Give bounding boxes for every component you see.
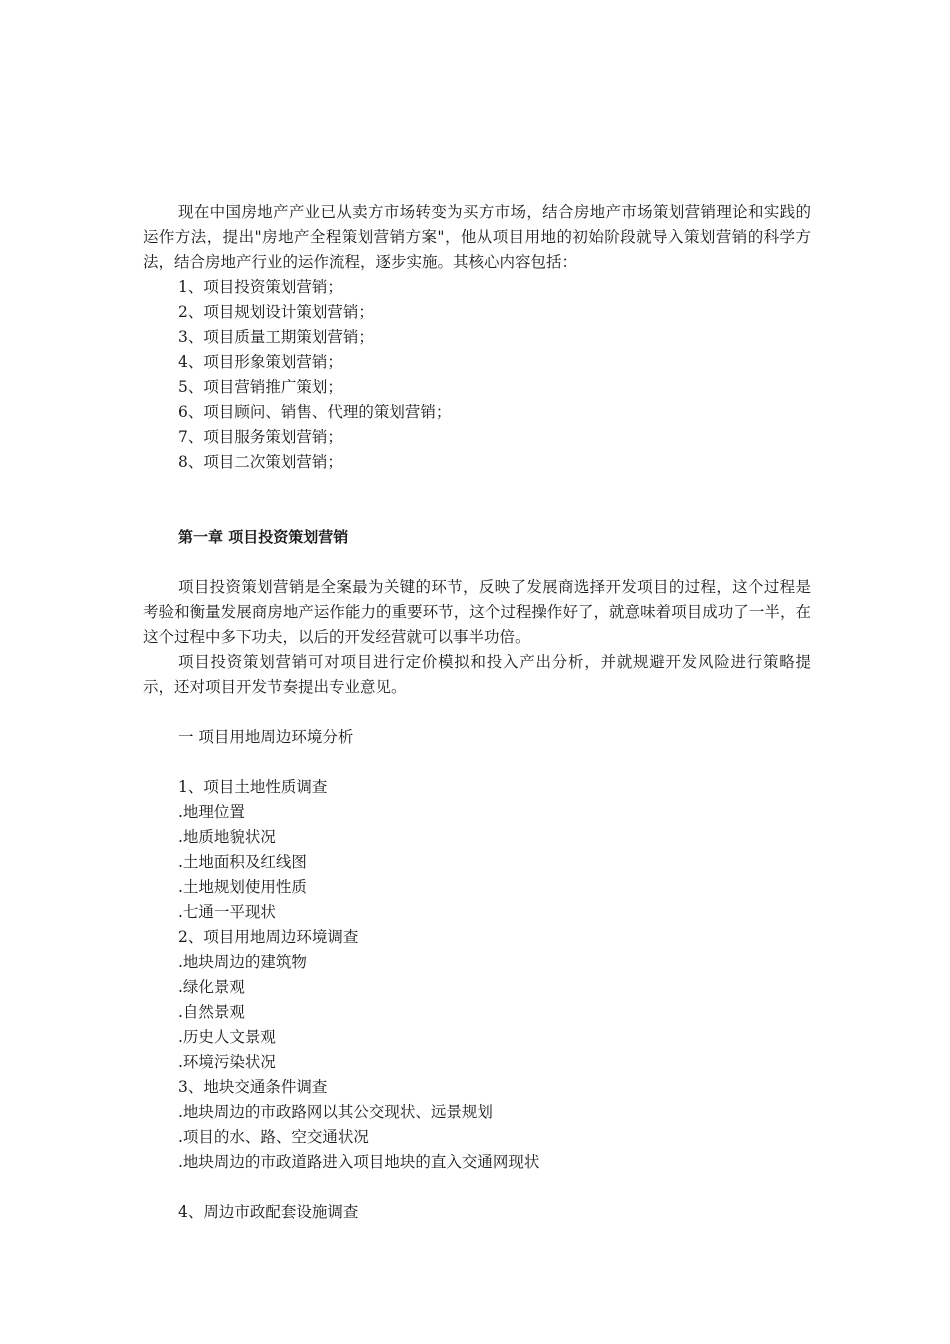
list-item: .自然景观 xyxy=(178,1003,245,1021)
intro-list xyxy=(143,275,811,475)
list-item: 3、项目质量工期策划营销； xyxy=(178,328,374,346)
list-item: .地质地貌状况 xyxy=(178,828,276,846)
list-item: .七通一平现状 xyxy=(178,903,276,921)
list-item: .地块周边的市政路网以其公交现状、远景规划 xyxy=(178,1103,493,1121)
chapter-paragraph-2: 项目投资策划营销可对项目进行定价模拟和投入产出分析，并就规避开发风险进行策略提示，还对项目开发节奏提出专业意见。 xyxy=(143,653,811,696)
list-item: .绿化景观 xyxy=(178,978,245,996)
list-item: 8、项目二次策划营销； xyxy=(178,453,343,471)
spacer xyxy=(143,475,811,525)
spacer xyxy=(143,1175,811,1200)
list-item: 2、项目规划设计策划营销； xyxy=(178,303,374,321)
list-item: 1、项目投资策划营销； xyxy=(178,278,343,296)
list-item: .地块周边的市政道路进入项目地块的直入交通网现状 xyxy=(178,1153,540,1171)
section-title: 一 项目用地周边环境分析 xyxy=(178,728,354,746)
chapter-paragraph-1: 项目投资策划营销是全案最为关键的环节，反映了发展商选择开发项目的过程，这个过程是考验和衡量发展商房地产运作能力的重要环节，这个过程操作好了，就意味着项目成功了一半，在这个过程中多下功夫，以后的开发经营就可以事半功倍。 xyxy=(143,578,811,646)
intro-paragraph: 现在中国房地产产业已从卖方市场转变为买方市场，结合房地产市场策划营销理论和实践的运作方法，提出"房地产全程策划营销方案"，他从项目用地的初始阶段就导入策划营销的科学方法，结合房地产行业的运作流程，逐步实施。其核心内容包括： xyxy=(143,203,811,271)
list-item: .环境污染状况 xyxy=(178,1053,276,1071)
list-item: .地块周边的建筑物 xyxy=(178,953,307,971)
subsection-title: 2、项目用地周边环境调查 xyxy=(178,928,359,946)
spacer xyxy=(143,700,811,725)
subsection-list xyxy=(143,950,811,1075)
chapter-title: 第一章 项目投资策划营销 xyxy=(178,528,349,546)
spacer xyxy=(143,550,811,575)
list-item: .项目的水、路、空交通状况 xyxy=(178,1128,369,1146)
subsection-title: 4、周边市政配套设施调查 xyxy=(178,1203,359,1221)
subsection-list xyxy=(143,800,811,925)
subsection-title: 1、项目土地性质调查 xyxy=(178,778,328,796)
spacer xyxy=(143,750,811,775)
document-page xyxy=(143,200,811,1225)
list-item: .土地规划使用性质 xyxy=(178,878,307,896)
subsection-title: 3、地块交通条件调查 xyxy=(178,1078,328,1096)
list-item: .地理位置 xyxy=(178,803,245,821)
list-item: .土地面积及红线图 xyxy=(178,853,307,871)
subsection-list xyxy=(143,1100,811,1175)
list-item: 5、项目营销推广策划； xyxy=(178,378,343,396)
list-item: 6、项目顾问、销售、代理的策划营销； xyxy=(178,403,452,421)
list-item: 7、项目服务策划营销； xyxy=(178,428,343,446)
list-item: 4、项目形象策划营销； xyxy=(178,353,343,371)
list-item: .历史人文景观 xyxy=(178,1028,276,1046)
